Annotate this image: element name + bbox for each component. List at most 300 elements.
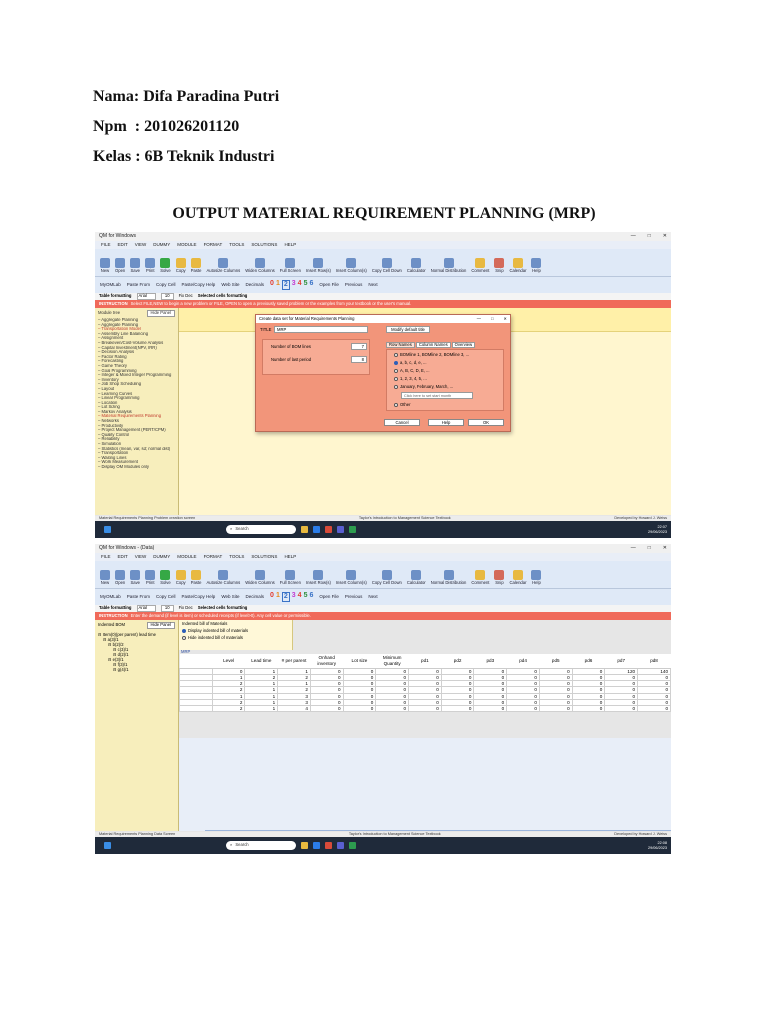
row-option-4[interactable] [394,377,427,382]
grid-cell[interactable]: 0 [474,706,507,712]
bom-tree-item[interactable]: ⊟ Item(0)(per parent) lead time [98,632,156,637]
grid-cell[interactable]: 0 [310,699,343,705]
module-item[interactable]: – Networks [98,419,119,424]
insert-row-s-button[interactable] [306,570,331,586]
calendar-button[interactable] [509,258,526,274]
grid-cell[interactable]: 0 [376,674,409,680]
normal-distribution-button[interactable] [431,570,467,586]
open-file-button[interactable]: Open File [319,594,339,600]
paste-from-button[interactable]: Paste From [126,282,151,288]
snip-icon [494,258,504,268]
taskbar-search[interactable] [226,525,296,534]
grid-cell[interactable]: 0 [605,706,638,712]
maximize-icon[interactable]: □ [647,544,651,551]
grid-cell[interactable]: 0 [343,668,376,674]
hide-bom-option[interactable] [182,636,289,641]
radio-icon [394,353,398,357]
grid-cell[interactable]: 0 [539,687,572,693]
bom-tree-item[interactable]: ⊟ a(3)/1 [103,637,119,642]
grid-cell[interactable]: 140 [638,668,671,674]
grid-cell[interactable]: 0 [539,674,572,680]
grid-cell[interactable]: 0 [474,681,507,687]
grid-cell[interactable]: 0 [539,693,572,699]
open-file-button[interactable]: Open File [319,282,339,288]
grid-cell[interactable]: 0 [409,706,442,712]
decimal-3[interactable]: 3 [291,591,296,599]
myomlab-button[interactable]: MyOMLab [100,282,121,288]
bom-tree-item[interactable]: ⊟ d(2)/1 [113,652,129,657]
copy-cell-button[interactable]: Copy Cell [156,594,176,600]
grid-cell[interactable]: 0 [507,681,540,687]
snip-button[interactable] [494,570,504,586]
module-item[interactable]: – Lot Sizing [98,405,120,410]
teams-icon[interactable] [337,526,344,533]
grid-cell[interactable]: 0 [310,668,343,674]
font-select[interactable]: Arial [137,605,156,612]
decimals-selector[interactable] [270,592,313,602]
taskbar-search[interactable] [226,841,296,850]
grid-cell[interactable]: 0 [441,674,474,680]
website-button[interactable]: Web Site [221,594,240,600]
grid-cell[interactable]: 0 [572,699,605,705]
grid-cell[interactable]: 1 [245,699,278,705]
last-period-label: Number of last period [271,357,312,362]
module-item[interactable]: – Quality Control [98,432,130,437]
calculator-button[interactable] [407,570,426,586]
decimal-6[interactable]: 6 [309,279,314,287]
grid-cell[interactable]: 0 [343,687,376,693]
grid-cell[interactable]: 0 [572,687,605,693]
copy-cell-button[interactable]: Copy Cell [156,282,176,288]
normal-distribution-button[interactable] [431,258,467,274]
grid-cell[interactable]: 0 [539,699,572,705]
menu-view[interactable]: VIEW [134,554,147,560]
previous-button[interactable]: Previous [344,282,363,288]
grid-cell[interactable]: 0 [474,674,507,680]
grid-cell[interactable]: 1 [245,681,278,687]
decimal-4[interactable]: 4 [297,591,302,599]
decimal-1[interactable]: 1 [275,591,280,599]
module-item[interactable]: – Job Shop Scheduling [98,382,142,387]
grid-cell[interactable]: 0 [441,693,474,699]
grid-cell[interactable]: 0 [507,706,540,712]
row-option-5[interactable] [394,385,453,390]
module-item[interactable]: – Productivity [98,423,124,428]
document-title: OUTPUT MATERIAL REQUIREMENT PLANNING (MRP) [172,205,596,222]
menu-help[interactable]: HELP [284,242,297,248]
minimize-icon[interactable]: — [630,544,636,551]
comment-icon [475,258,485,268]
row-option-2[interactable] [394,361,427,366]
tab-column-names[interactable]: Column Names [416,342,451,348]
grid-cell[interactable]: 0 [474,699,507,705]
module-item[interactable]: – Linear Programming [98,396,140,401]
grid-cell[interactable]: 3 [278,699,311,705]
module-item[interactable]: – Waiting Lines [98,455,127,460]
module-item[interactable]: – Markov Analysis [98,409,132,414]
grid-cell[interactable]: 0 [572,668,605,674]
module-item[interactable]: – Decision Analysis [98,350,135,355]
module-item[interactable]: – Location [98,400,118,405]
edge-browser-icon[interactable] [313,842,320,849]
grid-cell[interactable]: 0 [310,693,343,699]
grid-cell[interactable]: 0 [343,674,376,680]
grid-cell[interactable]: 0 [507,687,540,693]
title-input[interactable]: MRP [274,326,368,333]
last-period-stepper[interactable]: 8 [351,356,367,363]
dialog-maximize-icon[interactable]: □ [490,315,494,321]
bom-tree-item[interactable]: ⊟ e(3)/1 [108,657,124,662]
edge-browser-icon[interactable] [313,526,320,533]
insert-row-s-button[interactable] [306,258,331,274]
bom-tree-item[interactable]: ⊟ f(3)/1 [113,662,128,667]
insert-column-s-button[interactable] [336,570,367,586]
row-option-6[interactable] [394,403,410,408]
decimal-4[interactable]: 4 [297,279,302,287]
teams-icon[interactable] [337,842,344,849]
grid-cell[interactable]: 0 [310,674,343,680]
module-item[interactable]: – Simulation [98,442,122,447]
paste-button[interactable] [191,570,202,586]
myomlab-button[interactable]: MyOMLab [100,594,121,600]
module-tree-panel [95,308,179,515]
open-button[interactable] [115,258,125,274]
copy-cell-down-button[interactable] [372,570,402,586]
decimal-1[interactable]: 1 [275,279,280,287]
bom-tree-item[interactable]: ⊟ b(2)/2 [108,642,124,647]
grid-cell[interactable]: 1 [245,687,278,693]
snip-button[interactable] [494,258,504,274]
windows-start-icon[interactable] [104,842,111,849]
help-button[interactable] [531,258,541,274]
font-select[interactable]: Arial [137,293,156,300]
grid-cell[interactable]: 0 [343,699,376,705]
decimal-5[interactable]: 5 [303,591,308,599]
tab-row-names[interactable]: Row Names [386,342,415,348]
previous-button[interactable]: Previous [344,594,363,600]
grid-cell[interactable]: 0 [343,681,376,687]
grid-cell[interactable]: 0 [409,668,442,674]
grid-cell[interactable]: 0 [507,668,540,674]
help-button[interactable]: Help [428,419,464,426]
clock-date: 29/06/2023 [647,845,667,850]
grid-cell[interactable]: 0 [343,706,376,712]
menu-format[interactable]: FORMAT [203,242,223,248]
grid-cell[interactable]: 0 [474,687,507,693]
grid-cell[interactable]: 0 [638,699,671,705]
new-button[interactable] [100,258,110,274]
grid-cell[interactable]: 0 [605,687,638,693]
decimal-6[interactable]: 6 [309,591,314,599]
insert-column-s-button[interactable] [336,258,367,274]
grid-cell[interactable]: 0 [507,699,540,705]
module-item[interactable]: – Integer & Mixed Integer Programming [98,373,172,378]
grid-cell[interactable]: 1 [212,693,245,699]
calendar-button[interactable] [509,570,526,586]
row-label-cell[interactable] [180,706,213,712]
module-item[interactable]: – Capital Investment(NPV, IRR) [98,345,157,350]
grid-cell[interactable]: 0 [376,699,409,705]
menu-view[interactable]: VIEW [134,242,147,248]
module-item[interactable]: – Assignment [98,336,124,341]
module-item[interactable]: – Material Requirements Planning [98,414,162,419]
grid-cell[interactable]: 0 [409,681,442,687]
menu-dummy[interactable]: DUMMY [153,554,171,560]
grid-cell[interactable]: 0 [409,693,442,699]
decimal-0[interactable]: 0 [270,591,274,599]
decimal-2[interactable]: 2 [282,280,290,290]
save-button[interactable] [130,258,140,274]
help-icon [531,258,541,268]
grid-cell[interactable]: 0 [441,699,474,705]
grid-cell[interactable]: 0 [572,706,605,712]
decimal-2[interactable]: 2 [282,592,290,602]
module-item[interactable]: – Work Measurement [98,460,138,465]
menu-module[interactable]: MODULE [177,554,197,560]
student-name: Nama: Difa Paradina Putri [93,88,280,105]
minimize-icon[interactable]: — [630,232,636,239]
grid-cell[interactable]: 2 [245,674,278,680]
grid-cell[interactable]: 0 [572,681,605,687]
menu-help[interactable]: HELP [284,554,297,560]
menu-tools[interactable]: TOOLS [229,554,245,560]
grid-cell[interactable]: 1 [278,668,311,674]
grid-cell[interactable]: 0 [376,687,409,693]
module-item[interactable]: – Inventory [98,377,119,382]
size-select[interactable]: 10 [161,605,174,612]
menu-edit[interactable]: EDIT [117,554,128,560]
grid-cell[interactable]: 120 [605,668,638,674]
grid-cell[interactable]: 0 [605,693,638,699]
grid-cell[interactable]: 2 [212,699,245,705]
hide-panel-button[interactable]: Hide Panel [147,622,176,629]
grid-cell[interactable]: 0 [539,681,572,687]
grid-cell[interactable]: 0 [310,681,343,687]
menu-module[interactable]: MODULE [177,242,197,248]
calendar-label: Calendar [509,268,527,274]
grid-cell[interactable]: 2 [212,706,245,712]
menu-format[interactable]: FORMAT [203,554,223,560]
paste-from-button[interactable]: Paste From [126,594,151,600]
chrome-icon[interactable] [325,842,332,849]
new-button[interactable] [100,570,110,586]
menu-dummy[interactable]: DUMMY [153,242,171,248]
bom-tree-item[interactable]: ⊟ c(3)/1 [113,647,129,652]
decimal-5[interactable]: 5 [303,279,308,287]
grid-cell[interactable]: 0 [638,681,671,687]
comment-button[interactable] [471,258,489,274]
insert-row-s-icon [313,570,323,580]
decimal-3[interactable]: 3 [291,279,296,287]
ribbon-secondary [95,589,671,605]
widen-columns-button[interactable] [245,570,275,586]
grid-cell[interactable]: 0 [572,693,605,699]
solve-label: Solve [160,580,171,586]
grid-cell[interactable]: 0 [605,699,638,705]
paste-copy-help-button[interactable]: Paste/Copy Help [181,282,216,288]
row-option-3[interactable] [394,369,430,374]
file-explorer-icon[interactable] [301,526,308,533]
grid-cell[interactable]: 0 [638,693,671,699]
grid-cell[interactable]: 0 [638,674,671,680]
next-button[interactable]: Next [368,282,378,288]
menu-edit[interactable]: EDIT [117,242,128,248]
display-bom-option[interactable] [182,629,289,634]
dialog-close-icon[interactable]: ✕ [503,315,507,321]
grid-cell[interactable]: 0 [409,699,442,705]
grid-cell[interactable]: 2 [278,687,311,693]
menu-tools[interactable]: TOOLS [229,242,245,248]
grid-cell[interactable]: 3 [278,693,311,699]
grid-cell[interactable]: 0 [409,687,442,693]
module-item[interactable]: – Aggregate Planning [98,318,139,322]
size-select[interactable]: 10 [161,293,174,300]
grid-cell[interactable]: 2 [278,674,311,680]
grid-cell[interactable]: 0 [441,681,474,687]
file-explorer-icon[interactable] [301,842,308,849]
hide-bom-label: Hide indented bill of materials [188,634,243,640]
calendar-icon [513,258,523,268]
decimals-selector[interactable] [270,280,313,290]
grid-cell[interactable]: 0 [376,668,409,674]
module-item[interactable]: – Transportation Model [98,327,141,332]
print-button[interactable] [145,258,155,274]
module-item[interactable]: – Forecasting [98,359,124,364]
tab-overview[interactable]: Overview [452,342,475,348]
grid-cell[interactable]: 1 [245,706,278,712]
grid-cell[interactable]: 0 [474,693,507,699]
spotify-icon[interactable] [349,526,356,533]
insert-column-s-icon [346,258,356,268]
decimal-0[interactable]: 0 [270,279,274,287]
grid-cell[interactable]: 0 [343,693,376,699]
module-item[interactable]: – Reliability [98,437,120,442]
grid-cell[interactable]: 0 [376,681,409,687]
grid-cell[interactable]: 0 [310,687,343,693]
module-item[interactable]: – Factor Rating [98,354,127,359]
solve-button[interactable] [160,570,170,586]
windows-start-icon[interactable] [104,526,111,533]
grid-cell[interactable]: 0 [310,706,343,712]
module-item[interactable]: – Assembly Line Balancing [98,331,149,336]
open-button[interactable] [115,570,125,586]
dialog-minimize-icon[interactable]: — [476,315,481,321]
menu-file[interactable]: FILE [101,554,111,560]
module-item[interactable]: – Game Theory [98,363,128,368]
website-button[interactable]: Web Site [221,282,240,288]
grid-cell[interactable]: 2 [212,687,245,693]
grid-cell[interactable]: 0 [539,706,572,712]
copy-button[interactable] [176,570,186,586]
save-button[interactable] [130,570,140,586]
module-item[interactable]: – Layout [98,386,115,391]
grid-cell[interactable]: 1 [245,693,278,699]
close-icon[interactable]: ✕ [662,232,667,239]
new-label: New [100,268,110,274]
ribbon-secondary [95,277,671,293]
print-button[interactable] [145,570,155,586]
help-button[interactable] [531,570,541,586]
cancel-button[interactable]: Cancel [384,419,420,426]
grid-cell[interactable]: 1 [278,681,311,687]
row-option-1[interactable] [394,353,469,358]
module-item[interactable]: – Learning Curves [98,391,133,396]
grid-cell[interactable]: 0 [507,693,540,699]
grid-cell[interactable]: 0 [605,681,638,687]
next-button[interactable]: Next [368,594,378,600]
ok-button[interactable]: OK [468,419,504,426]
solve-button[interactable] [160,258,170,274]
grid-cell[interactable]: 0 [376,693,409,699]
comment-button[interactable] [471,570,489,586]
spotify-icon[interactable] [349,842,356,849]
menu-file[interactable]: FILE [101,242,111,248]
grid-cell[interactable]: 0 [474,668,507,674]
autosize-columns-button[interactable] [206,258,240,274]
grid-cell[interactable]: 0 [638,706,671,712]
grid-cell[interactable]: 2 [212,681,245,687]
modify-default-title-button[interactable]: Modify default title [386,326,430,333]
hide-panel-button[interactable]: Hide Panel [147,310,176,317]
display-bom-label: Display indented bill of materials [188,627,249,633]
bom-lines-stepper[interactable]: 7 [351,343,367,350]
grid-cell[interactable]: 0 [572,674,605,680]
grid-cell[interactable]: 0 [441,706,474,712]
module-item[interactable]: – Transportation [98,451,129,456]
menu-solutions[interactable]: SOLUTIONS [251,554,278,560]
close-icon[interactable]: ✕ [662,544,667,551]
module-item[interactable]: – Project Management (PERT/CPM) [98,428,166,433]
module-item[interactable]: – Breakeven/Cost-Volume Analysis [98,340,164,345]
grid-cell[interactable]: 0 [507,674,540,680]
menu-solutions[interactable]: SOLUTIONS [251,242,278,248]
grid-cell[interactable]: 0 [212,668,245,674]
grid-cell[interactable]: 1 [212,674,245,680]
taskbar-clock [648,841,667,851]
maximize-icon[interactable]: □ [647,232,651,239]
grid-cell[interactable]: 0 [605,674,638,680]
full-screen-button[interactable] [280,258,301,274]
copy-button[interactable] [176,258,186,274]
copy-cell-down-button[interactable] [372,258,402,274]
grid-cell[interactable]: 0 [409,674,442,680]
module-item[interactable]: – Display OM Modules only [98,465,149,469]
paste-button[interactable] [191,258,202,274]
grid-cell[interactable]: 0 [441,687,474,693]
grid-cell[interactable]: 4 [278,706,311,712]
autosize-columns-button[interactable] [206,570,240,586]
grid-cell[interactable]: 0 [638,687,671,693]
bom-tree-item[interactable]: ⊟ g(4)/1 [113,667,129,672]
module-tree-title: Module tree [98,310,121,316]
selected-cells-label: Selected cells formatting [197,605,248,611]
grid-cell[interactable]: 0 [539,668,572,674]
widen-columns-button[interactable] [245,258,275,274]
calendar-label: Calendar [509,580,527,586]
module-item[interactable]: – Goal Programming [98,368,137,373]
grid-cell[interactable]: 0 [376,706,409,712]
full-screen-button[interactable] [280,570,301,586]
paste-copy-help-button[interactable]: Paste/Copy Help [181,594,216,600]
start-month-input[interactable]: Click here to set start month [401,392,473,399]
chrome-icon[interactable] [325,526,332,533]
grid-cell[interactable]: 1 [245,668,278,674]
module-item[interactable]: – Aggregate Planning [98,322,139,327]
grid-cell[interactable]: 0 [441,668,474,674]
calculator-button[interactable] [407,258,426,274]
solve-icon [160,570,170,580]
module-item[interactable]: – Statistics (mean, var, sd; normal dist) [98,446,171,451]
